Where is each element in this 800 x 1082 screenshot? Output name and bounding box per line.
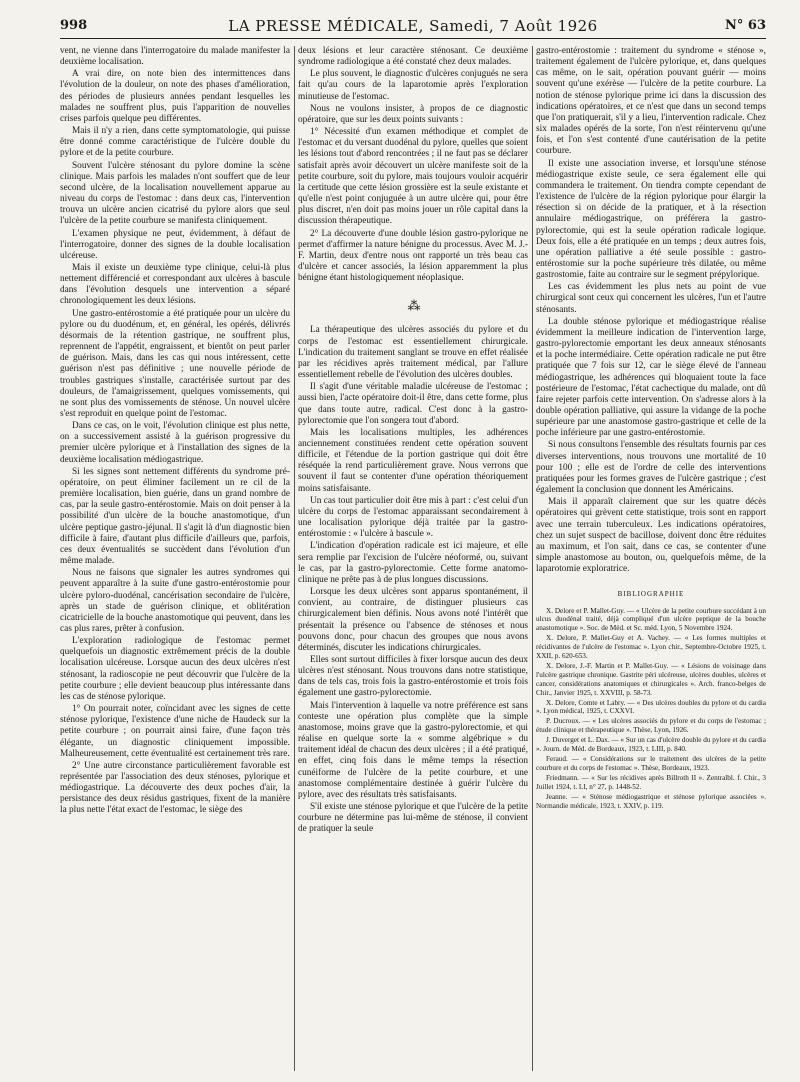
paragraph: Mais il existe un deuxième type clinique, celui-là plus nettement différencié et correspondant aux ulcères à bascule dans l'évolution desquels une intervention a séparé chronologiquement les deux lésions. <box>60 262 290 307</box>
paragraph: deux lésions et leur caractère sténosant. Ce deuxième syndrome radiologique a été constaté chez deux malades. <box>298 46 528 68</box>
paragraph: Le plus souvent, le diagnostic d'ulcères conjugués ne sera fait qu'au cours de la laparotomie après l'exploration minutieuse de l'estomac. <box>298 69 528 102</box>
paragraph: A vrai dire, on note bien des intermittences dans l'évolution de la douleur, on note des phases d'amélioration, des périodes de plusieurs années pendant lesquelles les malades ne souffrent plus, puis l'apparition de nouvelles crises parfois quelque peu différentes. <box>60 69 290 124</box>
column-1 <box>60 46 290 1071</box>
paragraph: Nous ne faisons que signaler les autres syndromes qui peuvent apparaître à la suite d'une gastro-entérostomie pour ulcère pyloro-duodénal, cancérisation secondaire de l'ulcère, après un stade de guérison clinique, et oblitération cicatricielle de la bouche anastomotique qui peuvent, dans les cas plus rares, prêter à confusion. <box>60 568 290 634</box>
bibliography-entry: X. Delore et P. Mallet-Guy. — « Ulcère de la petite courbure succédant à un ulcus duodénal traité, déjà compliqué d'un ulcère peptique de la bouche anastomotique ». Soc. de Méd. et Sc. méd. Lyon, 5 Novembre 1924. <box>536 606 766 633</box>
bibliography-entry: X. Delore, P. Mallet-Guy et A. Vachey. — « Les formes multiples et récidivantes de l'ulcère de l'estomac ». Lyon chir., Septembre-Octobre 1925, t. XXII, p. 620-653. <box>536 634 766 661</box>
paragraph: S'il existe une sténose pylorique et que l'ulcère de la petite courbure ne détermine pas lui-même de sténose, il convient de pratiquer la seule <box>298 802 528 835</box>
paragraph: 1° Nécessité d'un examen méthodique et complet de l'estomac et du versant duodénal du pylore, quelles que soient les lésions tout d'abord rencontrées ; il ne faut pas se déclarer satisfait après avoir découvert un ulcère manifeste soit de la petite courbure, soit du pylore, mais toujours vouloir acquérir la certitude que cette lésion grossière est la seule existante et qu'elle n'est point conjuguée à un autre ulcère qui, pour être plus discret, n'en doit pas moins jouer un rôle capital dans la discussion thérapeutique. <box>298 127 528 227</box>
bibliography-entry: X. Delore, J.-F. Martin et P. Mallet-Guy. — « Lésions de voisinage dans l'ulcère gastrique chronique. Gastrite péri ulcéreuse, ulcères doubles, ulcères et cancer, considérations anatomiques et chirurgicales ». Arch. franco-belges de Chir., Janvier 1925, t. XXVIII, p. 58-73. <box>536 661 766 697</box>
journal-title: LA PRESSE MÉDICALE, Samedi, 7 Août 1926 <box>228 17 598 35</box>
paragraph: Mais les localisations multiples, les adhérences anciennement constituées rendent cette opération souvent difficile, et l'étendue de la portion gastrique qui doit être réséquée la rend particulièrement grave. Nous verrons que souvent il faut se contenter d'une opération théoriquement moins satisfaisante. <box>298 427 528 494</box>
bibliography-list <box>536 607 766 811</box>
section-asterism: ⁂ <box>407 298 419 314</box>
paragraph: vent, ne vienne dans l'interrogatoire du malade manifester la deuxième localisation. <box>60 46 290 68</box>
paragraph: Lorsque les deux ulcères sont apparus spontanément, il convient, au contraire, de distinguer plusieurs cas chirurgicalement bien définis. Nous avons noté l'intérêt que présentait la présence ou l'absence de sténoses et nous pouvons donc, pour chacun des groupes que nous avons déterminés, discuter les indications chirurgicales. <box>298 587 528 653</box>
paragraph: 1° On pourrait noter, coïncidant avec les signes de cette sténose pylorique, l'existence d'une niche de Haudeck sur la petite courbure ; on pourrait ainsi faire, d'une façon très élégante, un diagnostic cliniquement impossible. Malheureusement, cette éventualité est certainement très rare. <box>60 704 290 759</box>
paragraph: Souvent l'ulcère sténosant du pylore domine la scène clinique. Mais parfois les malades n'ont souffert que de leur second ulcère, de la localisation nouvellement apparue au niveau du corps de l'estomac : dans deux cas, l'intervention trouva un ulcère ancien cicatrisé du pylore alors que seul l'ulcère de la petite courbure se manifesta cliniquement. <box>60 160 290 227</box>
paragraph: Il s'agit d'une véritable maladie ulcéreuse de l'estomac ; aussi bien, l'acte opératoire doit-il être, dans cette forme, plus que dans toute autre, radical. C'est donc à la gastro-pylorectomie que l'on songera tout d'abord. <box>298 382 528 426</box>
page-number: 998 <box>60 18 88 33</box>
paragraph: L'exploration radiologique de l'estomac permet quelquefois un diagnostic extrêmement précis de la double localisation ulcéreuse. Lorsque aucun des deux ulcères n'est sténosant, la radioscopie ne peut découvrir que l'ulcère de la petite courbure ; elle devient beaucoup plus intéressante dans les cas de sténose pylorique. <box>60 636 290 702</box>
paragraph: Mais il apparaît clairement que sur les quatre décès opératoires qui grèvent cette statistique, trois sont en rapport avec une terrain tuberculeux. Les indications opératoires, chez un sujet suspect de bacillose, doivent donc être réduites au maximum, et l'on sait, dans ce cas, se contenter d'une simple anastomose au bouton, ou, quelquefois même, de la laparotomie exploratrice. <box>536 497 766 575</box>
bibliography-entry: X. Delore, Comte et Labry. — « Des ulcères doubles du pylore et du cardia ». Lyon médical, 1925, t. CXXVI. <box>536 698 766 716</box>
column-divider <box>294 46 295 1071</box>
header-rule <box>60 38 766 39</box>
bibliography-heading: BIBLIOGRAPHIE <box>617 590 685 599</box>
paragraph: Mais il n'y a rien, dans cette symptomatologie, qui puisse être donné comme caractéristique de l'ulcère double du pylore et de la petite courbure. <box>60 126 290 159</box>
issue-number: N° 63 <box>725 18 766 33</box>
paragraph: Si les signes sont nettement différents du syndrome pré-opératoire, on peut éliminer facilement un re cil de la première localisation, bien guérie, dans un grand nombre de cas, par la seule gastro-entérostomie. Mais on doit penser à la possibilité d'un ulcère de la bouche anastomotique, d'un ulcère peptique gastro-jéjunal. Il s'agit là d'un diagnostic bien difficile à faire, d'autant plus difficile d'ailleurs que, parfois, ces deux éventualités se succèdent dans l'évolution d'un même malade. <box>60 466 290 567</box>
column-3 <box>536 46 766 1071</box>
bibliography-entry: J. Duverget et L. Dax. — « Sur un cas d'ulcère double du pylore et du cardia ». Journ. de Méd. de Bordeaux, 1923, t. LIII, p. 840. <box>536 736 766 754</box>
paragraph: 2° La découverte d'une double lésion gastro-pylorique ne permet d'affirmer la nature bénigne du processus. Avec M. J.-F. Martin, deux d'entre nous ont rapporté un très beau cas d'ulcère et cancer associés, la lésion apparemment la plus bénigne étant histologiquement néoplasique. <box>298 228 528 284</box>
paragraph: Si nous consultons l'ensemble des résultats fournis par ces diverses interventions, nous trouvons une mortalité de 10 pour 100 ; elle est de l'ordre de celle des interventions pratiquées pour les formes graves de l'ulcère gastrique ; c'est également la conclusion que donnent les Américains. <box>536 440 766 496</box>
paragraph: Un cas tout particulier doit être mis à part : c'est celui d'un ulcère du corps de l'estomac apparaissant secondairement à une localisation pylorique déjà traitée par la gastro-entérostomie : « l'ulcère à bascule ». <box>298 495 528 540</box>
column-2 <box>298 46 528 1071</box>
paragraph: Elles sont surtout difficiles à fixer lorsque aucun des deux ulcères n'est sténosant. Nous trouvons dans notre statistique, dans de tels cas, trois fois la gastro-entérostomie et trois fois également une gastro-pylorectomie. <box>298 654 528 699</box>
paragraph: Il existe une association inverse, et lorsqu'une sténose médiogastrique existe seule, ce sera également elle qui commandera le traitement. On tiendra compte cependant de l'existence de l'ulcère de la région pylorique pour élargir la résection si on décide de la pratiquer, et à la résection annulaire médiogastrique, on préférera la gastro-pylorectomie, qui est la seule opération radicale logique. Deux fois, elle a été pratiquée en un temps ; deux autres fois, une opération palliative a été seule possible : gastro-entérostomie sur la poche supérieure très dilatée, ou même gastrostomie, faite au contraire sur le segment prépylorique. <box>536 158 766 281</box>
paragraph: 2° Une autre circonstance particulièrement favorable est représentée par l'association des deux sténoses, pylorique et médiogastrique. La découverte des deux poches d'air, la persistance des deux résidus gastriques, fixent de la manière la plus nette l'état exact de l'estomac, le siège des <box>60 760 290 816</box>
paragraph: La thérapeutique des ulcères associés du pylore et du corps de l'estomac est essentiellement chirurgicale. L'indication du traitement sanglant se trouve en effet réalisée par les récidives après traitement médical, par l'allure essentiellement rebelle de l'évolution des ulcères doubles. <box>298 325 528 381</box>
paragraph: L'indication d'opération radicale est ici majeure, et elle sera remplie par l'excision de l'ulcère néoformé, ou, suivant le cas, par la gastro-pylorectomie. Cette forme anatomo-clinique ne prête pas à de plus longues discussions. <box>298 541 528 585</box>
bibliography-entry: P. Ducroux. — « Les ulcères associés du pylore et du corps de l'estomac ; étude clinique et thérapeutique ». Thèse, Lyon, 1926. <box>536 717 766 735</box>
paragraph: Dans ce cas, on le voit, l'évolution clinique est plus nette, on a successivement assisté à la guérison progressive du premier ulcère pylorique et à l'installation des signes de la deuxième localisation médiogastrique. <box>60 421 290 465</box>
paragraph: Les cas évidemment les plus nets au point de vue chirurgical sont ceux qui concernent les ulcères, l'un et l'autre sténosants. <box>536 282 766 315</box>
bibliography-entry: Feraud. — « Considérations sur le traitement des ulcères de la petite courbure et du corps de l'estomac ». Thèse, Bordeaux, 1923. <box>536 755 766 772</box>
column-divider <box>532 46 533 1071</box>
paragraph: gastro-entérostomie : traitement du syndrome « sténose », traitement également de l'ulcère pylorique, et, dans quelques cas même, on le sait, opération pouvant guérir — moins souvent qu'une exérèse — l'ulcère de la petite courbure. La notion de sténose pylorique prime ici dans la discussion des indications opératoires, et ce n'est que dans un second temps que l'on pratiquerait, s'il y a lieu, l'intervention radicale. Chez six malades opérés de la sorte, l'on n'est réintervenu qu'une fois, et l'on s'est contenté d'une cautérisation de la petite courbure. <box>536 46 766 157</box>
bibliography-entry: Friedmann. — « Sur les récidives après Billroth II ». Zentralbl. f. Chir., 3 Juillet 1924, t. LI, n° 27, p. 1448-52. <box>536 773 766 791</box>
paragraph: La double sténose pylorique et médiogastrique réalise évidemment la meilleure indication de l'intervention large, gastro-pylorectomie emportant les deux anneaux sténosants et la poche intermédiaire. Cette opération radicale ne put être pratiquée que 7 fois sur 12, car le siège élevé de l'anneau médiogastrique, les adhérences qui bloquaient toute la face postérieure de l'estomac, l'état cachectique du malade, ont dû faire rejeter parfois cette intervention. On s'adresse alors à la double opération palliative, qui assure la vidange de la poche supérieure par une anastomose gastro-gastrique et celle de la poche inférieure par une gastro-entérostomie. <box>536 316 766 439</box>
paragraph: Mais l'intervention à laquelle va notre préférence est sans conteste une opération plus complète que la simple anastomose, moins grave que la gastro-pylorectomie, et qui réalise en quelque sorte la « somme algébrique » du traitement idéal de chacun des deux ulcères ; il a été pratiqué, en effet, cinq fois dans le même temps la résection cunéiforme de l'ulcère de la petite courbure, et une anastomose complémentaire destinée à guérir l'ulcère du pylore, avec des résultats très satisfaisants. <box>298 700 528 800</box>
page-header <box>60 14 766 38</box>
bibliography-entry: Jeanne. — « Sténose médiogastrique et sténose pylorique associées ». Normandie médicale, 1923, t. XXIV, p. 119. <box>536 792 766 810</box>
paragraph: Nous ne voulons insister, à propos de ce diagnostic opératoire, que sur les deux points suivants : <box>298 103 528 125</box>
paragraph: L'examen physique ne peut, évidemment, à défaut de l'interrogatoire, donner des signes de la double localisation ulcéreuse. <box>60 228 290 261</box>
paragraph: Une gastro-entérostomie a été pratiquée pour un ulcère du pylore ou du duodénum, et, en général, les opérés, délivrés désormais de la rétention gastrique, ne souffrent plus, reprennent de l'appétit, engraissent, et bientôt on peut parler de guérison. Mais, dans les cas qui nous intéressent, cette guérison n'est pas définitive ; une nouvelle période de troubles gastriques s'installe, caractérisée surtout par des douleurs, de l'amaigrissement, quelques vomissements, qui ne sont plus des vomissements de sténose. Un nouvel ulcère s'est reproduit en quelque point de l'estomac. <box>60 308 290 419</box>
